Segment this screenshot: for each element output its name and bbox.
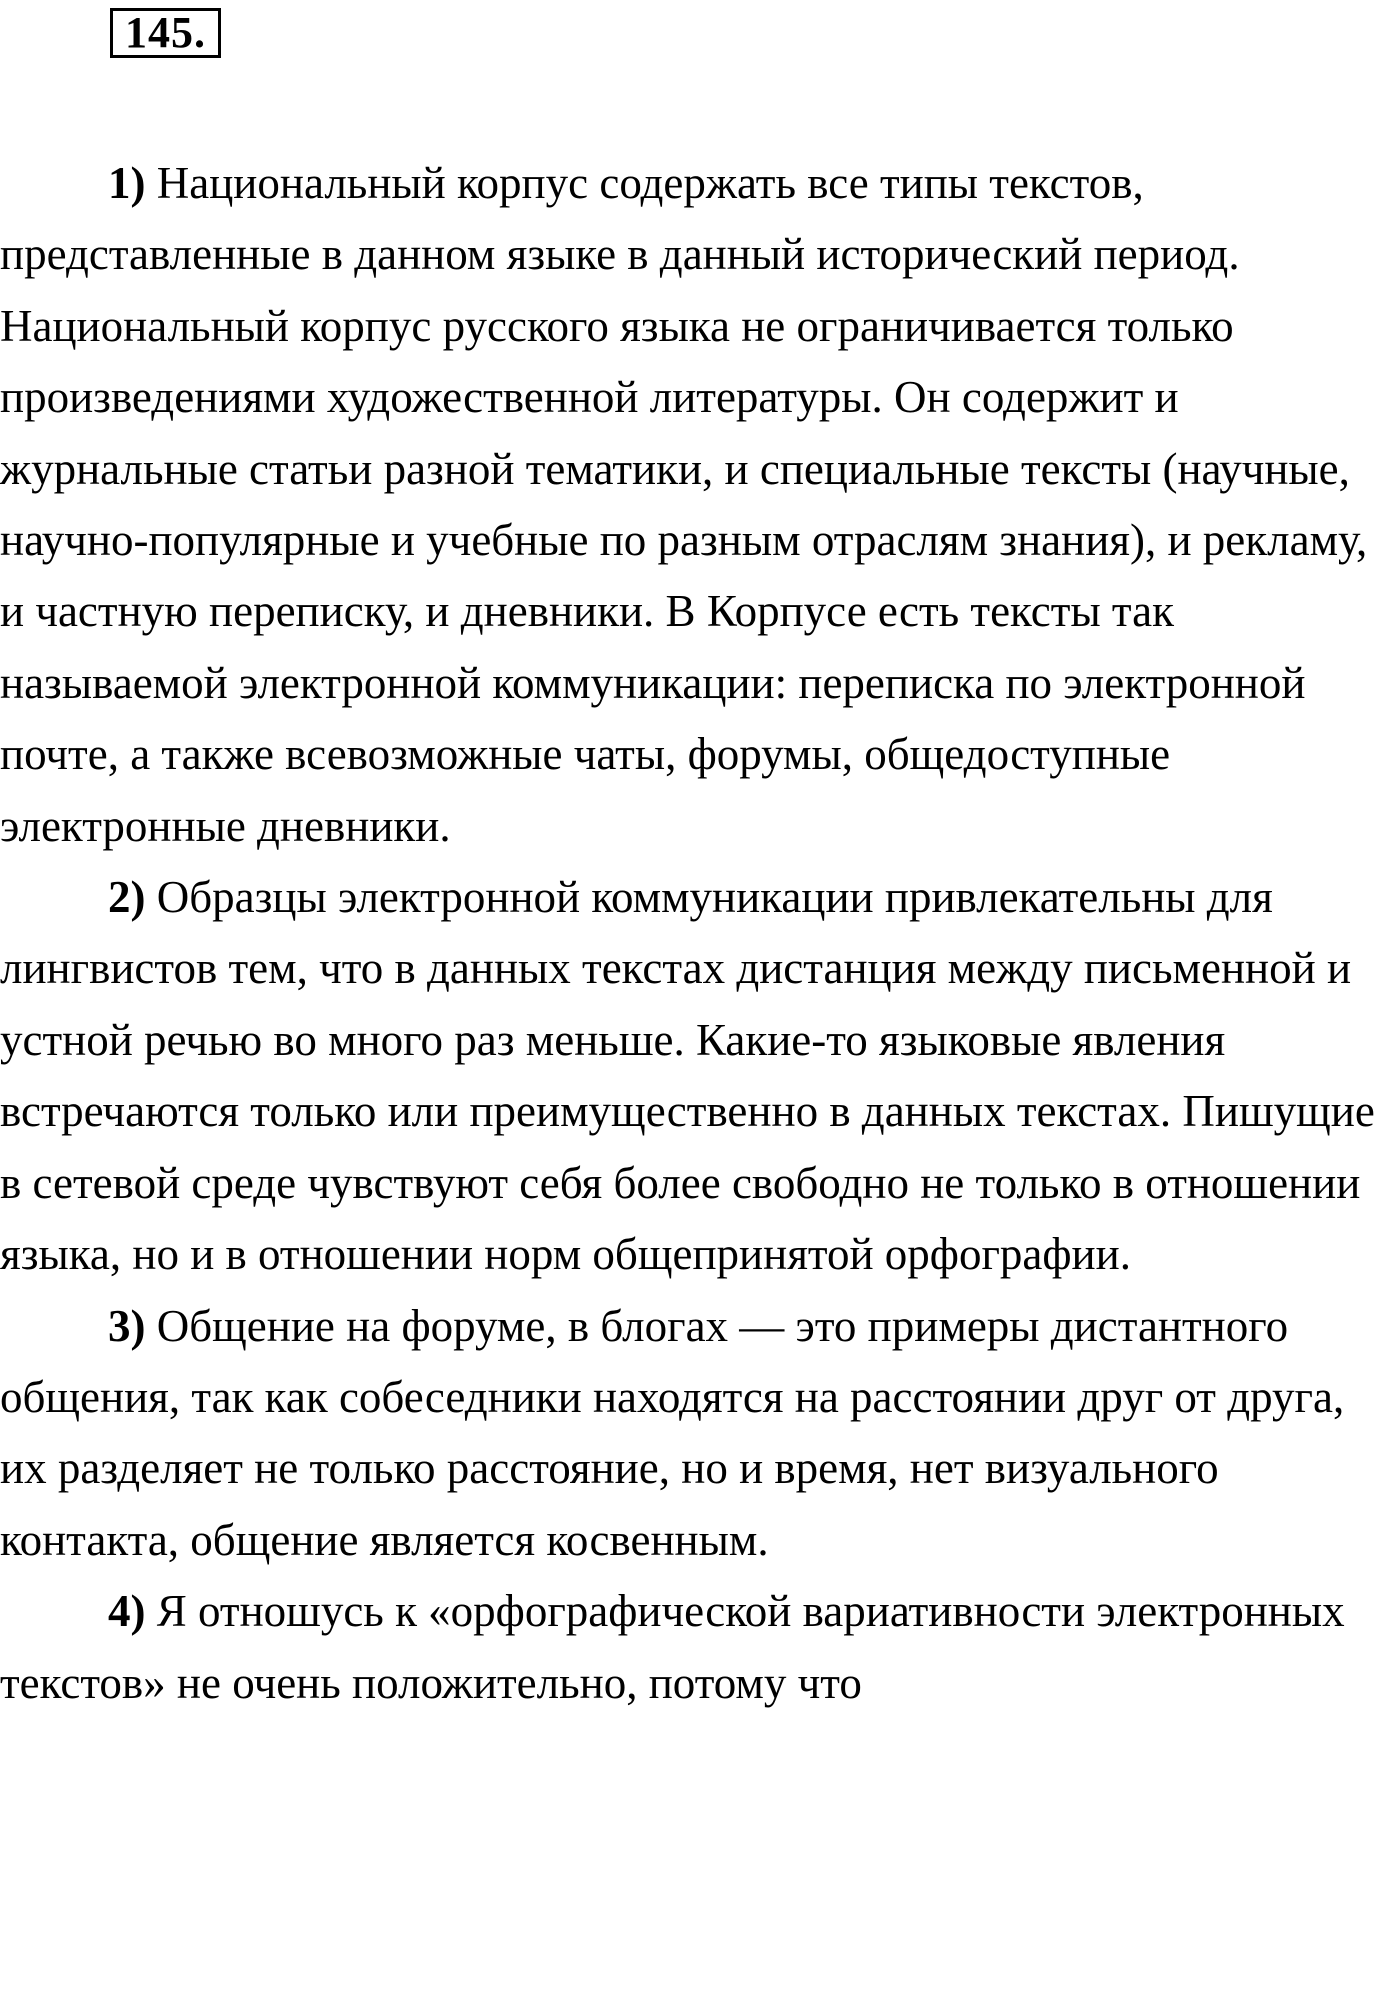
task-number: 145. [125, 8, 206, 57]
paragraph-text: Национальный корпус содержать все типы текстов, представленные в данном языке в данный исторический период. Национальный корпус русского языка не ограничивается только произведениями художественной литературы. Он содержит и журнальные статьи разной тематики, и специальные тексты (научные, научно-популярные и учебные по разным отраслям знания), и рекламу, и частную переписку, и дневники. В Корпусе есть тексты так называемой электронной коммуникации: переписка по электронной почте, а также всевозможные чаты, форумы, общедоступные электронные дневники. [0, 158, 1368, 851]
answer-text [0, 148, 1385, 1719]
paragraph-marker: 1) [108, 158, 146, 208]
paragraph-3 [0, 1291, 1385, 1577]
paragraph-text: Образцы электронной коммуникации привлекательны для лингвистов тем, что в данных текстах дистанция между письменной и устной речью во много раз меньше. Какие-то языковые явления встречаются только или преимущественно в данных текстах. Пишущие в сетевой среде чувствуют себя более свободно не только в отношении языка, но и в отношении норм общепринятой орфографии. [0, 872, 1375, 1280]
paragraph-marker: 3) [108, 1300, 146, 1351]
paragraph-2 [0, 862, 1385, 1290]
paragraph-marker: 2) [108, 872, 146, 923]
paragraph-text: Я отношусь к «орфографической вариативности электронных текстов» не очень положительно, потому что [0, 1586, 1345, 1708]
paragraph-1 [0, 148, 1385, 862]
paragraph-text: Общение на форуме, в блогах — это примеры дистантного общения, так как собеседники находятся на расстоянии друг от друга, их разделяет не только расстояние, но и время, нет визуального контакта, общение является косвенным. [0, 1300, 1345, 1565]
task-number-box [110, 8, 221, 58]
paragraph-marker: 4) [108, 1586, 146, 1637]
paragraph-4 [0, 1576, 1385, 1719]
